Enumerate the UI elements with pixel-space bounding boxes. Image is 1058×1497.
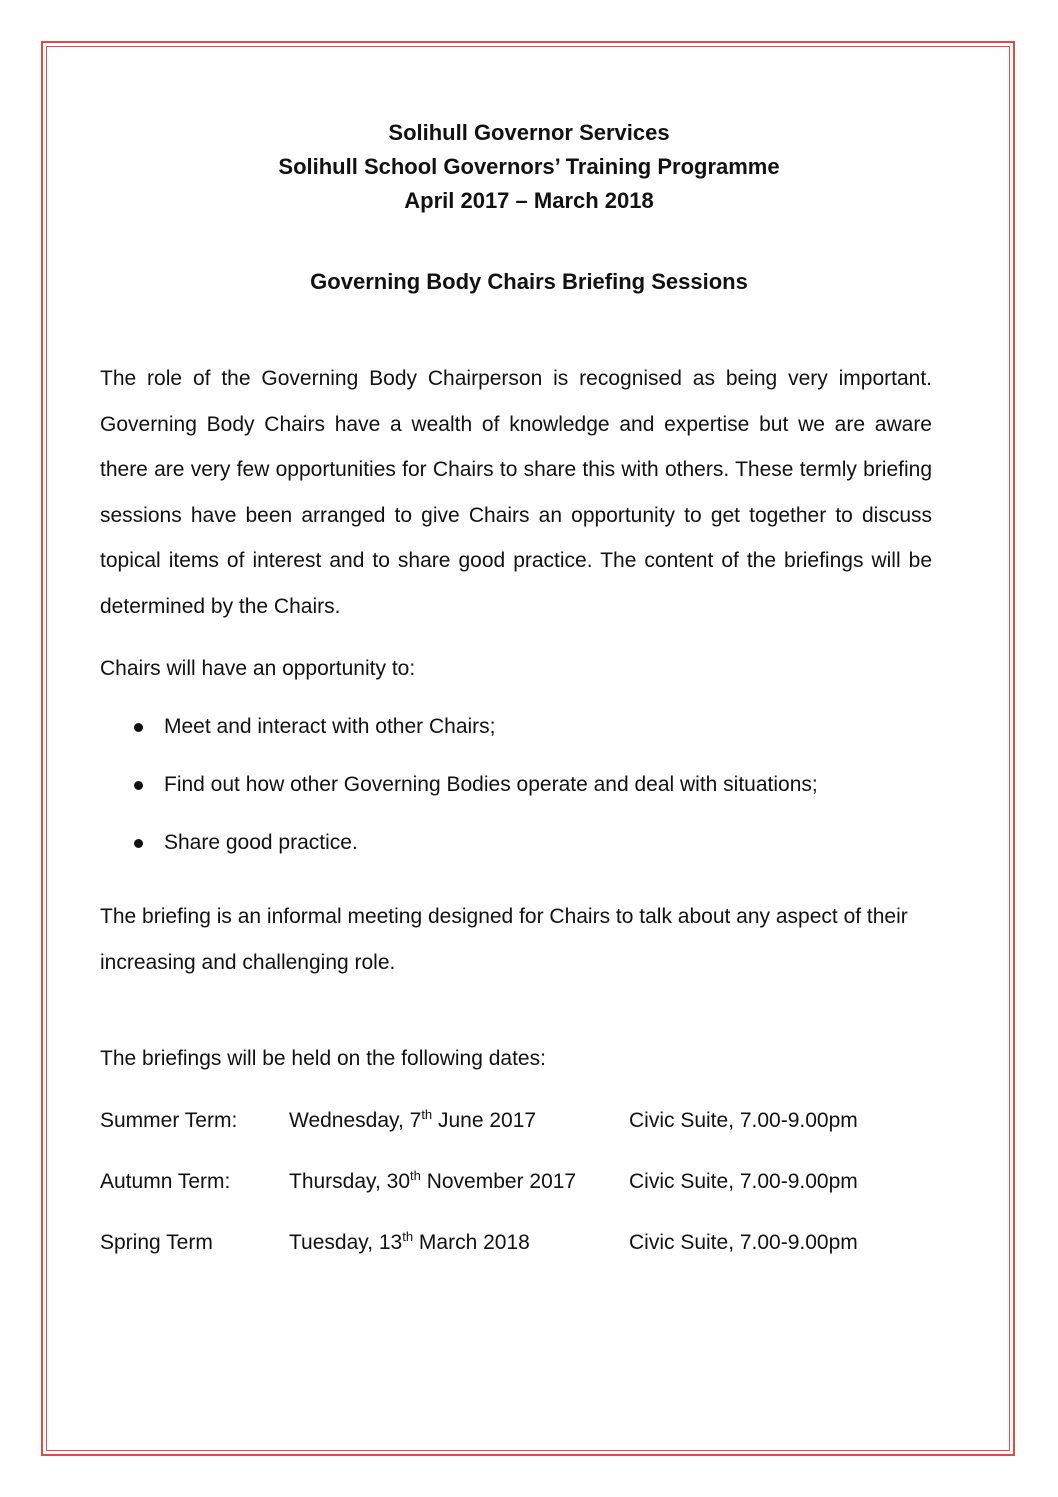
- list-item: [100, 770, 932, 828]
- list-item-text: Find out how other Governing Bodies operate and deal with situations;: [164, 773, 818, 796]
- session-venue: Civic Suite, 7.00-9.00pm: [629, 1231, 858, 1254]
- opportunity-list: [100, 712, 932, 886]
- term-label: Summer Term:: [100, 1109, 238, 1132]
- session-date: Wednesday, 7th June 2017: [289, 1107, 537, 1132]
- header-org: Solihull Governor Services: [388, 120, 670, 145]
- bullet-icon: [134, 723, 143, 732]
- schedule-row: [100, 1228, 940, 1289]
- list-item-text: Meet and interact with other Chairs;: [164, 715, 496, 738]
- header-period: April 2017 – March 2018: [404, 188, 654, 213]
- bullet-icon: [134, 839, 143, 848]
- list-item: [100, 712, 932, 770]
- intro-paragraph: The role of the Governing Body Chairperson is recognised as being very important. Governing Body Chairs have a wealth of knowledge and expertise but we are aware there are very few opportunities for Chairs to share this with others. These termly briefing sessions have been arranged to give Chairs an opportunity to get together to discuss topical items of interest and to share good practice. The content of the briefings will be determined by the Chairs.: [100, 367, 932, 618]
- document-header: [0, 116, 1058, 218]
- schedule-row: [100, 1106, 940, 1167]
- list-item-text: Share good practice.: [164, 831, 358, 854]
- term-label: Spring Term: [100, 1231, 213, 1254]
- opportunity-lead: Chairs will have an opportunity to:: [100, 657, 416, 680]
- term-label: Autumn Term:: [100, 1170, 231, 1193]
- schedule-row: [100, 1167, 940, 1228]
- closing-paragraph: The briefing is an informal meeting designed for Chairs to talk about any aspect of their increasing and challenging role.: [100, 905, 908, 974]
- schedule-table: [100, 1106, 940, 1289]
- list-item: [100, 828, 932, 886]
- session-date: Thursday, 30th November 2017: [289, 1168, 577, 1193]
- header-programme: Solihull School Governors’ Training Programme: [278, 154, 780, 179]
- session-venue: Civic Suite, 7.00-9.00pm: [629, 1109, 858, 1132]
- document-subtitle: Governing Body Chairs Briefing Sessions: [310, 269, 748, 294]
- bullet-icon: [134, 781, 143, 790]
- dates-lead: The briefings will be held on the following dates:: [100, 1047, 546, 1070]
- session-venue: Civic Suite, 7.00-9.00pm: [629, 1170, 858, 1193]
- session-date: Tuesday, 13th March 2018: [289, 1229, 530, 1254]
